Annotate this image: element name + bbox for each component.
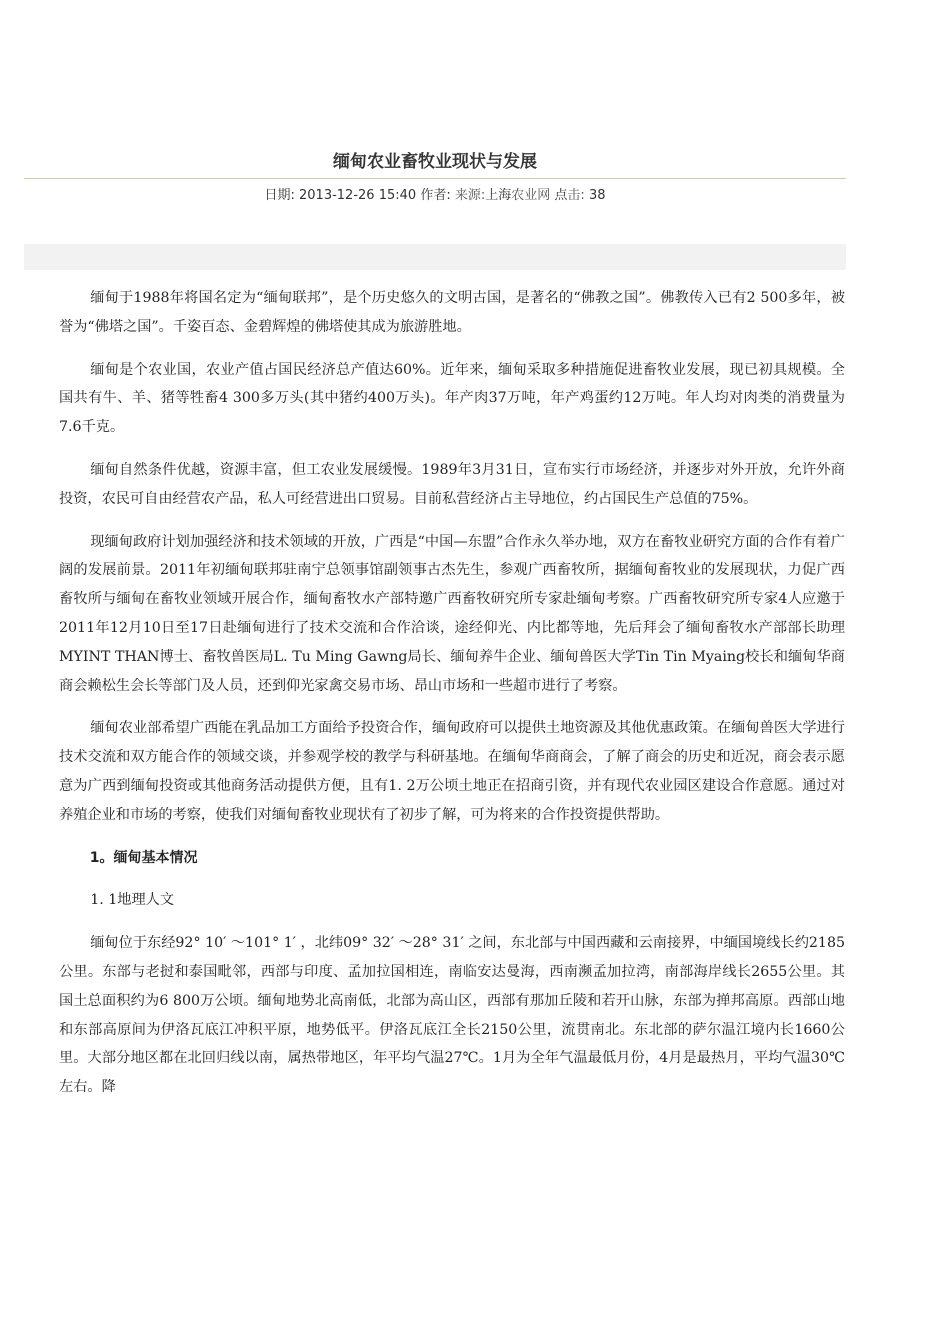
body-paragraph: 缅甸是个农业国，农业产值占国民经济总产值达60%。近年来，缅甸采取多种措施促进畜牧业发展，现已初具规模。全国共有牛、羊、猪等牲畜4 300多万头(其中猪约400万头)。年产肉37万吨，年产鸡蛋约12万吨。年人均对肉类的消费量为7.6千克。 (59, 361, 845, 436)
author-label: 作者: (420, 188, 451, 203)
date-value: 2013-12-26 15:40 (299, 188, 417, 203)
article-title: 缅甸农业畜牧业现状与发展 (333, 152, 537, 172)
article-body (59, 284, 845, 1116)
section-heading: 1。缅甸基本情况 (89, 849, 198, 866)
body-paragraph: 缅甸自然条件优越，资源丰富，但工农业发展缓慢。1989年3月31日，宣布实行市场经济，并逐步对外开放，允许外商投资，农民可自由经营农产品，私人可经营进出口贸易。目前私营经济占主导地位，约占国民生产总值的75%。 (59, 461, 845, 507)
clicks-value: 38 (588, 188, 606, 203)
source-label: 来源: (454, 188, 486, 203)
subsection-heading: 1. 1地理人文 (90, 892, 175, 909)
body-paragraph: 缅甸农业部希望广西能在乳品加工方面给予投资合作，缅甸政府可以提供土地资源及其他优惠政策。在缅甸兽医大学进行技术交流和双方能合作的领域交谈，并参观学校的教学与科研基地。在缅甸华商商会，了解了商会的历史和近况，商会表示愿意为广西到缅甸投资或其他商务活动提供方便，且有1. 2万公顷土地正在招商引资，并有现代农业园区建设合作意愿。通过对养殖企业和市场的考察，使我们对缅甸畜牧业现状有了初步了解，可为将来的合作投资提供帮助。 (59, 720, 845, 823)
geo-paragraph: 缅甸位于东经92° 10′ ～101° 1′ ，北纬09° 32′ ～28° 31′ 之间，东北部与中国西藏和云南接界，中缅国境线长约2185公里。东部与老挝和泰国毗邻，西部与印度、孟加拉国相连，南临安达曼海，西南濒孟加拉湾，南部海岸线长2655公里。其国土总面积约为6 800万公顷。缅甸地势北高南低，北部为高山区，西部有那加丘陵和若开山脉，东部为掸邦高原。西部山地和东部高原间为伊洛瓦底江冲积平原，地势低平。伊洛瓦底江全长2150公里，流贯南北。东北部的萨尔温江境内长1660公里。大部分地区都在北回归线以南，属热带地区，年平均气温27℃。1月为全年气温最低月份，4月是最热月，平均气温30℃左右。降 (59, 935, 845, 1096)
body-paragraph: 缅甸于1988年将国名定为“缅甸联邦”，是个历史悠久的文明古国，是著名的“佛教之国”。佛教传入已有2 500多年，被誉为“佛塔之国”。千姿百态、金碧辉煌的佛塔使其成为旅游胜地。 (59, 290, 845, 335)
gray-band (24, 244, 846, 270)
clicks-label-b: 击: (567, 188, 585, 203)
article-meta (24, 185, 846, 207)
title-divider (24, 178, 846, 179)
body-paragraph: 现缅甸政府计划加强经济和技术领域的开放，广西是“中国—东盟”合作永久举办地，双方在畜牧业研究方面的合作有着广阔的发展前景。2011年初缅甸联邦驻南宁总领事馆副领事古杰先生，参观广西畜牧所，据缅甸畜牧业的发展现状，力促广西畜牧所与缅甸在畜牧业领域开展合作，缅甸畜牧水产部特邀广西畜牧研究所专家赴缅甸考察。广西畜牧研究所专家4人应邀于2011年12月10日至17日赴缅甸进行了技术交流和合作洽谈，途经仰光、内比都等地，先后拜会了缅甸畜牧水产部部长助理MYINT THAN博士、畜牧兽医局L. Tu Ming Gawng局长、缅甸养牛企业、缅甸兽医大学Tin Tin Myaing校长和缅甸华商商会赖松生会长等部门及人员，还到仰光家禽交易市场、昂山市场和一些超市进行了考察。 (59, 533, 845, 694)
source-value-b: 农业网 (511, 188, 551, 203)
clicks-label-a: 点 (554, 188, 568, 203)
source-value-a: 上海 (485, 188, 512, 203)
date-label: 日期: (264, 188, 295, 203)
